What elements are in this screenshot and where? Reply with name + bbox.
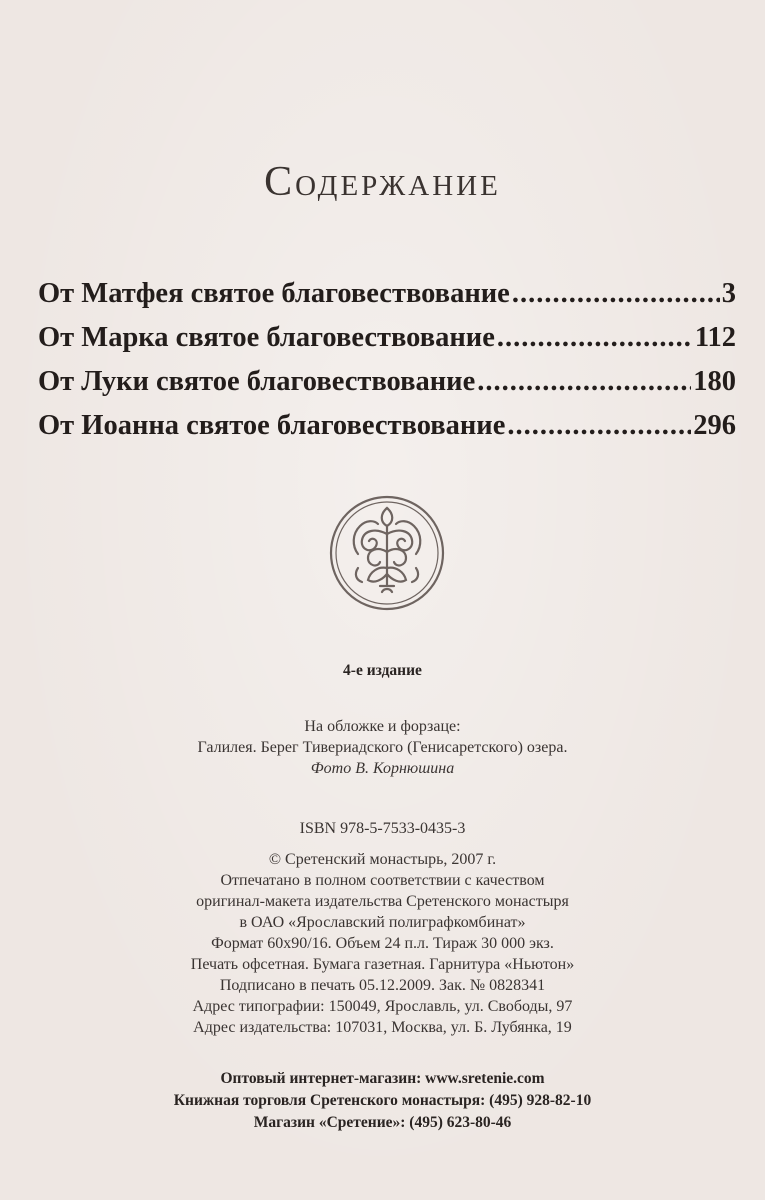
imprint-line: Формат 60x90/16. Объем 24 п.л. Тираж 30 000 экз. (211, 935, 554, 952)
cover-note-line: Галилея. Берег Тивериадского (Генисаретского) озера. (197, 739, 568, 756)
cover-note (0, 716, 765, 779)
cover-note-line: На обложке и форзаце: (304, 718, 461, 735)
toc-entry (38, 404, 736, 448)
publication-imprint (0, 849, 765, 1038)
toc-entry-page: 296 (693, 410, 736, 441)
dot-leader (507, 404, 691, 448)
isbn (0, 818, 765, 839)
toc-entry-page: 112 (694, 322, 736, 353)
floral-roundel-icon (328, 494, 446, 612)
dot-leader (512, 272, 720, 316)
imprint-line: Отпечатано в полном соответствии с качеством (220, 872, 545, 889)
contact-line: Книжная торговля Сретенского монастыря: (495) 928-82-10 (173, 1092, 592, 1109)
imprint-line: Адрес типографии: 150049, Ярославль, ул. Свободы, 97 (192, 998, 573, 1015)
dot-leader (477, 360, 691, 404)
imprint-line: Адрес издательства: 107031, Москва, ул. Б. Лубянка, 19 (193, 1019, 572, 1036)
edition-label: 4-е издание (343, 662, 422, 679)
toc-entry-label: От Матфея святое благовествование (38, 278, 510, 309)
toc-entry (38, 360, 736, 404)
toc-entry-page: 3 (721, 278, 736, 309)
toc-entry-label: От Луки святое благовествование (38, 366, 476, 397)
photo-credit: Фото В. Корнюшина (310, 760, 455, 777)
isbn-text: ISBN 978-5-7533-0435-3 (299, 820, 466, 837)
imprint-line: Подписано в печать 05.12.2009. Зак. № 0828341 (219, 977, 546, 994)
toc-entry (38, 316, 736, 360)
toc-entry-label: От Марка святое благовествование (38, 322, 495, 353)
table-of-contents (38, 272, 736, 448)
imprint-line: Печать офсетная. Бумага газетная. Гарнитура «Ньютон» (190, 956, 575, 973)
contact-line: Оптовый интернет-магазин: www.sretenie.com (220, 1070, 545, 1087)
page-title: Содержание (264, 159, 501, 205)
imprint-line: в ОАО «Ярославский полиграфкомбинат» (239, 914, 526, 931)
contact-info (0, 1068, 765, 1134)
toc-entry (38, 272, 736, 316)
imprint-line: оригинал-макета издательства Сретенского монастыря (196, 893, 569, 910)
toc-entry-page: 180 (693, 366, 736, 397)
imprint-line: © Сретенский монастырь, 2007 г. (268, 851, 497, 868)
toc-entry-label: От Иоанна святое благовествование (38, 410, 506, 441)
contact-line: Магазин «Сретение»: (495) 623-80-46 (253, 1114, 512, 1131)
dot-leader (497, 316, 693, 360)
